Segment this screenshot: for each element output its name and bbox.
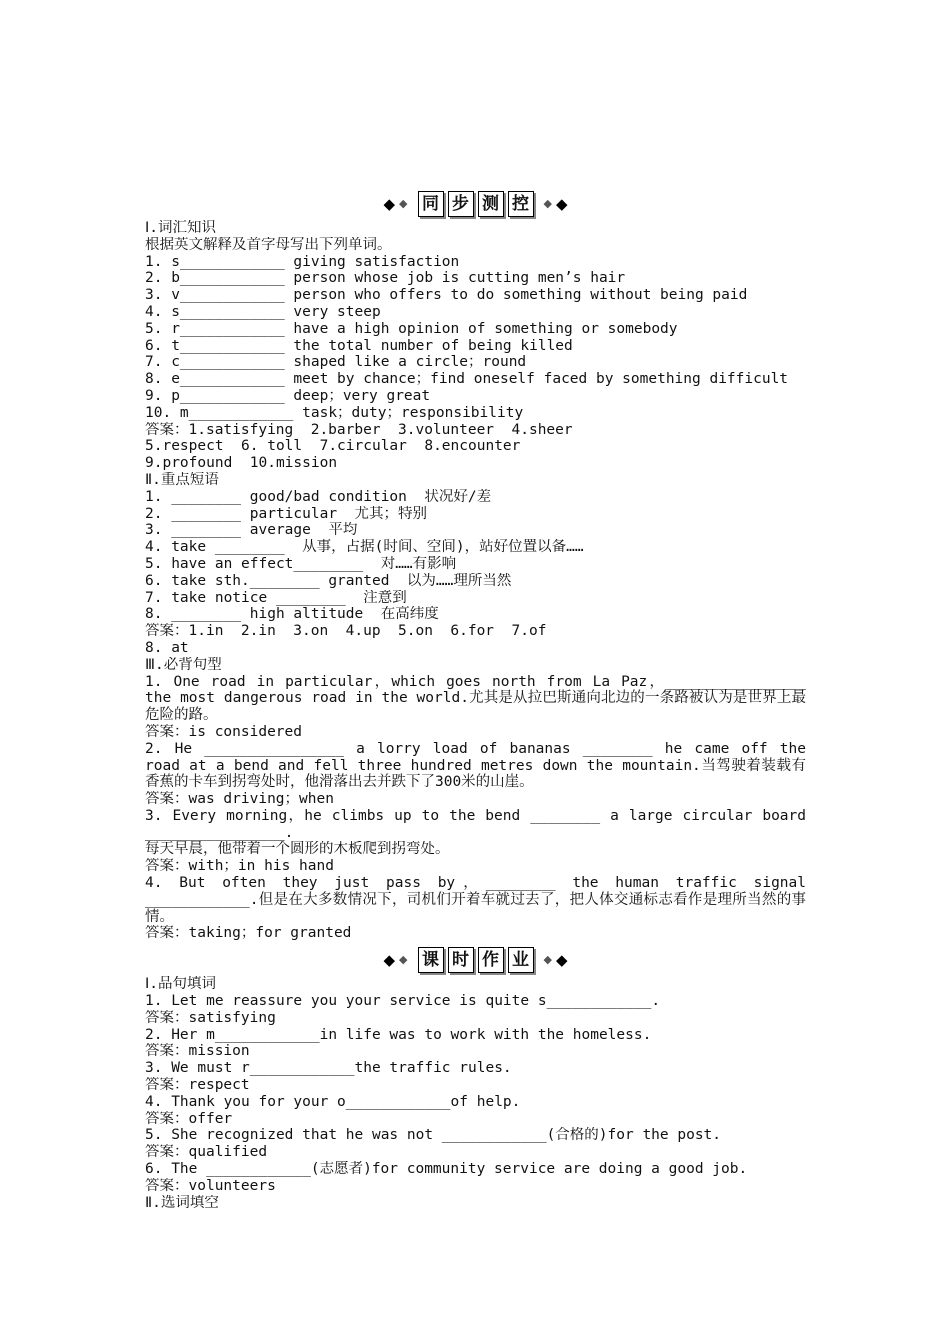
answer-line: 答案：1.satisfying 2.barber 3.volunteer 4.sheer (145, 421, 573, 438)
banner-char: 测 (478, 191, 504, 217)
answer-line: 答案：is considered (145, 723, 302, 740)
sentence-question: 2. He ________________ a lorry load of bananas ________ he came off the road at a bend and fell three hundred metres down the mountain.当驾驶着装载有香蕉的卡车到拐弯处时，他滑落出去并跌下了300米的山崖。 (145, 740, 806, 791)
phrase-item: 1. ________ good/bad condition 状况好/差 (145, 488, 492, 505)
section-heading: Ⅱ.重点短语 (145, 471, 219, 488)
answer-line: 答案：respect (145, 1077, 250, 1094)
vocab-item: 10. m____________ task；duty；responsibility (145, 404, 524, 421)
banner-char: 作 (478, 947, 504, 973)
answer-line: 5.respect 6. toll 7.circular 8.encounter (145, 438, 521, 455)
vocab-item: 8. e____________ meet by chance；find oneself faced by something difficult (145, 371, 789, 388)
section-heading: Ⅱ.选词填空 (145, 1194, 219, 1211)
phrase-item: 6. take sth.________ granted 以为……理所当然 (145, 572, 512, 589)
answer-line: 答案：satisfying (145, 1009, 276, 1026)
phrase-item: 8. ________ high altitude 在高纬度 (145, 606, 439, 623)
instruction: 根据英文解释及首字母写出下列单词。 (145, 236, 392, 253)
sentence-question: 1. One road in particular，which goes north from La Paz，________________ the most dangerous road in the world.尤其是从拉巴斯通向北边的一条路被认为是世界上最危险的路。 (145, 673, 806, 724)
answer-line: 答案：qualified (145, 1144, 268, 1161)
answer-line: 答案：offer (145, 1110, 233, 1127)
banner-char: 时 (448, 947, 474, 973)
section-heading: Ⅰ.词汇知识 (145, 220, 217, 236)
answer-line: 答案：taking；for granted (145, 925, 352, 942)
small-diamond-icon: ◆ (399, 196, 408, 210)
answer-line: 答案：was driving；when (145, 791, 334, 808)
sentence-question: ____________.但是在大多数情况下，司机们开着车就过去了，把人体交通标志看作是理所当然的事情。 (145, 891, 806, 925)
fill-item: 3. We must r____________the traffic rules. (145, 1060, 512, 1077)
section-banner-sync-test (145, 188, 806, 220)
fill-item: 1. Let me reassure you your service is quite s____________. (145, 993, 661, 1010)
diamond-icon: ◆ (555, 194, 568, 213)
small-diamond-icon: ◆ (399, 952, 408, 966)
banner-char: 业 (508, 947, 534, 973)
sentence-translation: 每天早晨，他带着一个圆形的木板爬到拐弯处。 (145, 841, 450, 858)
vocab-item: 7. c____________ shaped like a circle；round (145, 354, 527, 371)
worksheet-page (145, 186, 806, 1211)
fill-item: 2. Her m____________in life was to work with the homeless. (145, 1026, 652, 1043)
small-diamond-icon: ◆ (543, 952, 552, 966)
answer-line: 9.profound 10.mission (145, 455, 338, 472)
vocab-item: 9. p____________ deep；very great (145, 387, 431, 404)
fill-item: 5. She recognized that he was not ____________(合格的)for the post. (145, 1127, 722, 1144)
section-banner-homework (145, 944, 806, 976)
vocab-item: 1. s____________ giving satisfaction (145, 253, 460, 270)
banner-char: 课 (418, 947, 444, 973)
answer-line: 8. at (145, 639, 189, 656)
fill-item: 4. Thank you for your o____________of help. (145, 1093, 521, 1110)
banner-char: 步 (448, 191, 474, 217)
fill-item: 6. The ____________(志愿者)for community service are doing a good job. (145, 1161, 748, 1178)
answer-line: 答案：mission (145, 1043, 250, 1060)
diamond-icon: ◆ (555, 950, 568, 969)
small-diamond-icon: ◆ (543, 196, 552, 210)
banner-char: 同 (418, 191, 444, 217)
sentence-question: 4. But often they just pass by，________ the human traffic signal (145, 875, 806, 892)
phrase-item: 3. ________ average 平均 (145, 522, 358, 539)
phrase-item: 4. take ________ 从事，占据(时间、空间)，站好位置以备…… (145, 539, 584, 556)
vocab-item: 3. v____________ person who offers to do something without being paid (145, 287, 748, 304)
diamond-icon: ◆ (383, 194, 396, 213)
vocab-item: 2. b____________ person whose job is cutting men’s hair (145, 270, 626, 287)
phrase-item: 5. have an effect________ 对……有影响 (145, 555, 457, 572)
sentence-question: 3. Every morning，he climbs up to the bend ________ a large circular board (145, 807, 806, 824)
section-heading: Ⅲ.必背句型 (145, 656, 222, 673)
answer-line: 答案：1.in 2.in 3.on 4.up 5.on 6.for 7.of (145, 623, 547, 640)
phrase-item: 7. take notice ________ 注意到 (145, 589, 407, 606)
vocab-item: 4. s____________ very steep (145, 303, 381, 320)
sentence-blank: ________________. (145, 824, 294, 841)
banner-char: 控 (508, 191, 534, 217)
diamond-icon: ◆ (383, 950, 396, 969)
vocab-item: 6. t____________ the total number of being killed (145, 337, 573, 354)
section-heading: Ⅰ.品句填词 (145, 976, 217, 993)
phrase-item: 2. ________ particular 尤其；特别 (145, 505, 428, 522)
answer-line: 答案：with；in his hand (145, 858, 334, 875)
vocab-item: 5. r____________ have a high opinion of something or somebody (145, 320, 678, 337)
answer-line: 答案：volunteers (145, 1177, 276, 1194)
